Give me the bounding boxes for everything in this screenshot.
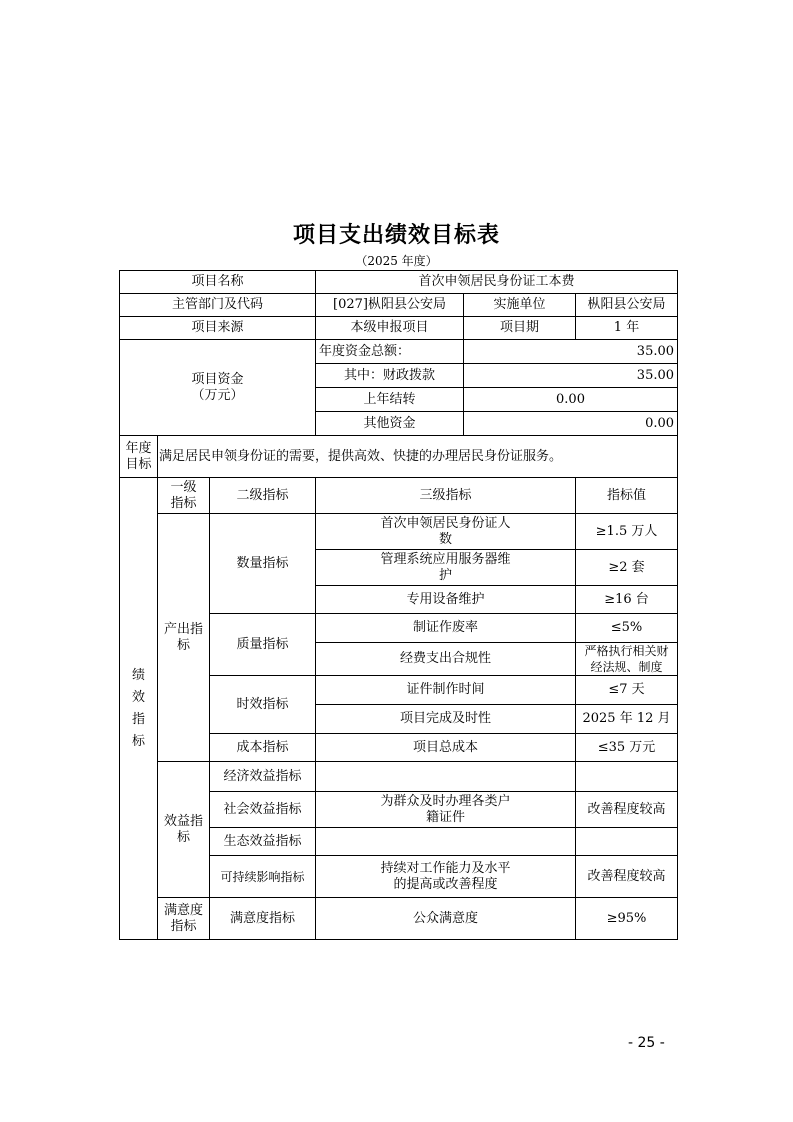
economic-benefit-label: 经济效益指标	[210, 762, 316, 792]
indicator-name: 管理系统应用服务器维 护	[316, 550, 576, 586]
fund-carryover-label: 上年结转	[316, 388, 464, 412]
header-level1: 一级 指标	[158, 478, 210, 514]
year-subtitle: （2025 年度）	[355, 254, 438, 268]
indicator-name: 经费支出合规性	[316, 643, 576, 676]
indicator-name: 证件制作时间	[316, 676, 576, 705]
fund-carryover-value: 0.00	[464, 388, 678, 412]
indicator-value: 改善程度较高	[576, 856, 678, 898]
indicator-value: ≥95%	[576, 898, 678, 940]
fund-fiscal-label: 其中：财政拨款	[316, 364, 464, 388]
indicator-value: 严格执行相关财经法规、制度	[576, 643, 678, 676]
dept-label: 主管部门及代码	[120, 294, 316, 317]
indicator-value	[576, 828, 678, 856]
header-level2: 二级指标	[210, 478, 316, 514]
table-row	[120, 340, 678, 364]
table-row	[120, 317, 678, 340]
benefit-label: 效益指 标	[158, 762, 210, 898]
goal-label: 年度 目标	[120, 436, 158, 478]
indicator-name: 公众满意度	[316, 898, 576, 940]
source-label: 项目来源	[120, 317, 316, 340]
indicator-name: 项目完成及时性	[316, 705, 576, 734]
table-row	[120, 898, 678, 940]
source-value: 本级申报项目	[316, 317, 464, 340]
header-level3: 三级指标	[316, 478, 576, 514]
ecological-benefit-label: 生态效益指标	[210, 828, 316, 856]
indicator-value: ≥1.5 万人	[576, 514, 678, 550]
indicator-value	[576, 762, 678, 792]
indicator-value: ≤35 万元	[576, 734, 678, 762]
output-label: 产出指 标	[158, 514, 210, 762]
table-row	[120, 478, 678, 514]
period-label: 项目期	[464, 317, 576, 340]
sustain-label: 可持续影响指标	[210, 856, 316, 898]
table-row	[120, 436, 678, 478]
indicator-name: 专用设备维护	[316, 586, 576, 614]
indicator-value: 改善程度较高	[576, 792, 678, 828]
cost-label: 成本指标	[210, 734, 316, 762]
performance-table	[119, 270, 678, 940]
satisfaction-label: 满意度 指标	[158, 898, 210, 940]
table-row	[120, 762, 678, 792]
indicator-name	[316, 828, 576, 856]
indicator-value: ≤7 天	[576, 676, 678, 705]
indicator-name: 首次申领居民身份证人 数	[316, 514, 576, 550]
header-value: 指标值	[576, 478, 678, 514]
indicator-value: 2025 年 12 月	[576, 705, 678, 734]
table-row	[120, 514, 678, 550]
indicator-name: 持续对工作能力及水平 的提高或改善程度	[316, 856, 576, 898]
indicator-name: 项目总成本	[316, 734, 576, 762]
fund-other-label: 其他资金	[316, 412, 464, 436]
goal-text: 满足居民申领身份证的需要，提供高效、快捷的办理居民身份证服务。	[158, 436, 678, 478]
table-row	[120, 271, 678, 294]
social-benefit-label: 社会效益指标	[210, 792, 316, 828]
table-row	[120, 294, 678, 317]
impl-unit-label: 实施单位	[464, 294, 576, 317]
project-name-value: 首次申领居民身份证工本费	[316, 271, 678, 294]
indicator-name	[316, 762, 576, 792]
satisfaction-level2: 满意度指标	[210, 898, 316, 940]
indicator-name: 为群众及时办理各类户 籍证件	[316, 792, 576, 828]
indicator-value: ≥16 台	[576, 586, 678, 614]
page-number: - 25 -	[628, 1035, 665, 1051]
indicator-name: 制证作废率	[316, 614, 576, 643]
fund-other-value: 0.00	[464, 412, 678, 436]
indicators-label: 绩 效 指 标	[120, 478, 158, 940]
indicator-value: ≤5%	[576, 614, 678, 643]
impl-unit-value: 枞阳县公安局	[576, 294, 678, 317]
project-name-label: 项目名称	[120, 271, 316, 294]
period-value: 1 年	[576, 317, 678, 340]
dept-value: [027]枞阳县公安局	[316, 294, 464, 317]
timeliness-label: 时效指标	[210, 676, 316, 734]
quantity-label: 数量指标	[210, 514, 316, 614]
fund-total-label: 年度资金总额：	[316, 340, 464, 364]
indicator-value: ≥2 套	[576, 550, 678, 586]
fund-total-value: 35.00	[464, 340, 678, 364]
quality-label: 质量指标	[210, 614, 316, 676]
funds-label: 项目资金 （万元）	[120, 340, 316, 436]
page-title: 项目支出绩效目标表	[292, 223, 500, 248]
fund-fiscal-value: 35.00	[464, 364, 678, 388]
